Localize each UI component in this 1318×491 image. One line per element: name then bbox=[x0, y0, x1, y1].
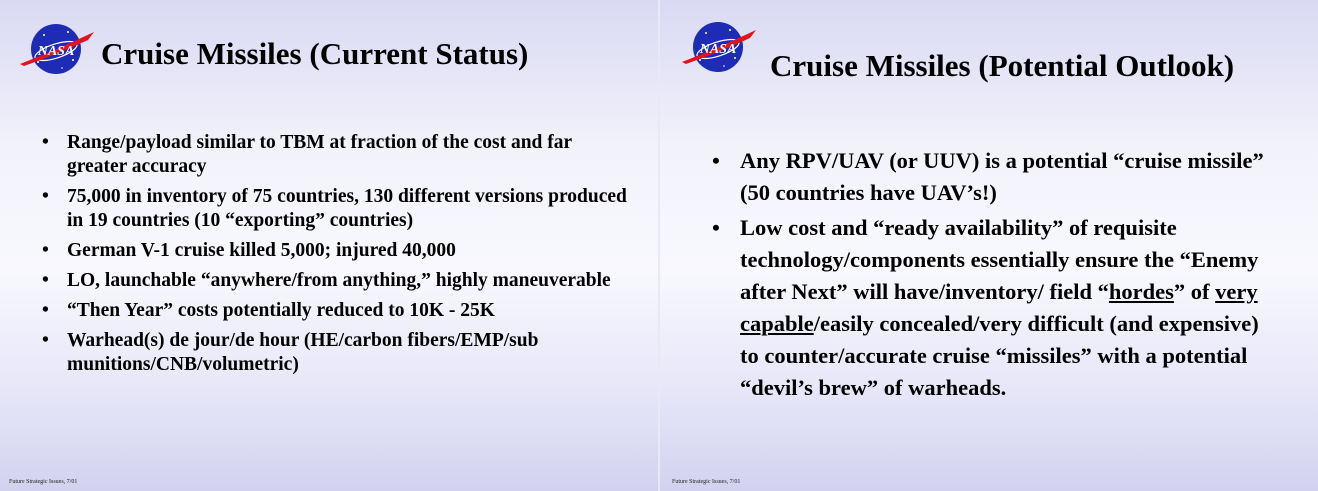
bullet-item: • “Then Year” costs potentially reduced to 10K - 25K bbox=[67, 299, 627, 323]
bullet-text: ” of bbox=[1173, 279, 1216, 304]
bullet-item: • LO, launchable “anywhere/from anything,” highly maneuverable bbox=[67, 269, 627, 293]
slide-title: Cruise Missiles (Current Status) bbox=[101, 36, 529, 71]
nasa-logo-text: NASA bbox=[699, 42, 737, 57]
slide-current-status bbox=[0, 0, 658, 491]
nasa-logo-icon bbox=[680, 18, 758, 76]
bullet-item: • German V-1 cruise killed 5,000; injured 40,000 bbox=[67, 239, 627, 263]
bullet-list bbox=[740, 145, 1280, 407]
slide-footer: Future Strategic Issues, 7/01 bbox=[672, 479, 741, 485]
nasa-logo-icon bbox=[18, 20, 96, 78]
nasa-logo-text: NASA bbox=[37, 44, 75, 59]
slide-footer: Future Strategic Issues, 7/01 bbox=[9, 479, 78, 485]
bullet-list bbox=[67, 131, 627, 383]
bullet-text: /easily concealed/very difficult (and expensive) to counter/accurate cruise “missiles” with a potential “devil’s brew” of warheads. bbox=[740, 311, 1259, 400]
bullet-item: • Warhead(s) de jour/de hour (HE/carbon fibers/EMP/sub munitions/CNB/volumetric) bbox=[67, 329, 627, 377]
bullet-item bbox=[740, 212, 1280, 404]
slide-potential-outlook bbox=[660, 0, 1318, 491]
underlined-text-hordes: hordes bbox=[1108, 279, 1174, 304]
bullet-text: Low cost and “ready availability” of requisite technology/components essentially ensure the “Enemy after Next” will have/inventory/ field “ bbox=[740, 215, 1259, 304]
bullet-item: • Any RPV/UAV (or UUV) is a potential “cruise missile” (50 countries have UAV’s!) bbox=[740, 145, 1280, 209]
bullet-item: • 75,000 in inventory of 75 countries, 130 different versions produced in 19 countries (10 “exporting” countries) bbox=[67, 185, 627, 233]
bullet-item: • Range/payload similar to TBM at fraction of the cost and far greater accuracy bbox=[67, 131, 627, 179]
underlined-text-very-capable: very capable bbox=[740, 279, 1258, 336]
slide-title: Cruise Missiles (Potential Outlook) bbox=[770, 48, 1235, 83]
